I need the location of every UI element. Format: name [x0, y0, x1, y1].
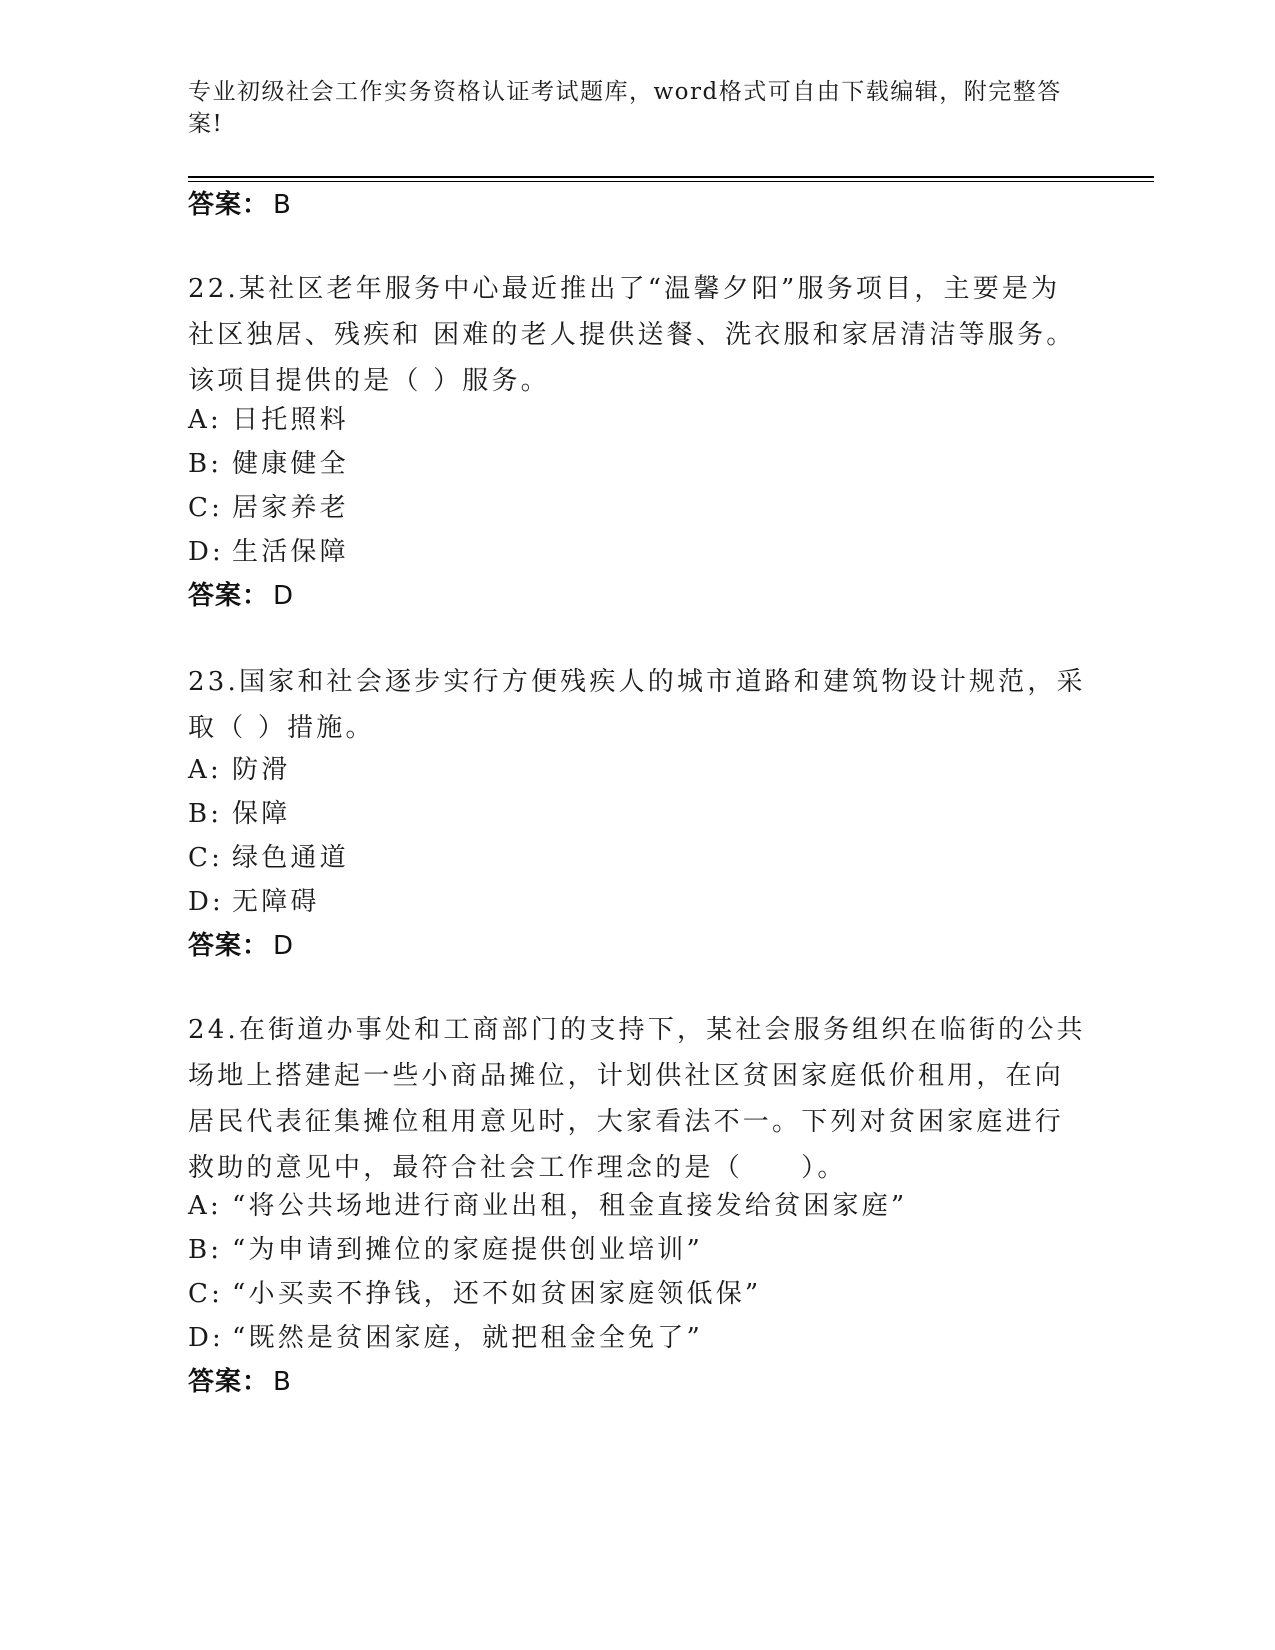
- question-22-option-d: [188, 529, 349, 575]
- answer-value: B: [273, 190, 292, 220]
- question-22-option-c: [188, 485, 349, 531]
- header-divider: [188, 176, 1154, 178]
- option-text: 生活保障: [232, 537, 349, 567]
- option-text: 居家养老: [232, 493, 349, 523]
- answer-value: D: [273, 931, 295, 961]
- option-key: B:: [188, 449, 223, 479]
- answer-label: 答案：: [188, 190, 270, 220]
- question-23-option-a: [188, 747, 290, 793]
- question-22-option-b: [188, 441, 349, 487]
- answer-line-24: [188, 1365, 292, 1399]
- option-text: “为申请到摊位的家庭提供创业培训”: [232, 1235, 703, 1265]
- question-22-option-a: [188, 397, 349, 443]
- option-key: A:: [188, 405, 222, 435]
- question-stem-23: 23.国家和社会逐步实行方便残疾人的城市道路和建筑物设计规范，采取（ ）措施。: [188, 667, 1086, 743]
- question-23-option-d: [188, 879, 320, 925]
- page-header: 专业初级社会工作实务资格认证考试题库，word格式可自由下载编辑，附完整答案!: [188, 79, 1062, 137]
- answer-line-previous: [188, 188, 292, 222]
- option-text: 无障碍: [232, 887, 320, 917]
- option-text: 保障: [232, 799, 291, 829]
- option-key: A:: [188, 1191, 222, 1221]
- answer-label: 答案：: [188, 931, 270, 961]
- question-24-option-a: [188, 1183, 907, 1229]
- option-key: B:: [188, 799, 223, 829]
- option-text: 绿色通道: [232, 843, 349, 873]
- option-text: “小买卖不挣钱，还不如贫困家庭领低保”: [232, 1279, 762, 1309]
- question-23-option-c: [188, 835, 349, 881]
- answer-value: D: [273, 581, 295, 611]
- option-text: “既然是贫困家庭，就把租金全免了”: [232, 1323, 703, 1353]
- question-23-option-b: [188, 791, 290, 837]
- option-key: A:: [188, 755, 222, 785]
- answer-label: 答案：: [188, 1367, 270, 1397]
- option-text: 防滑: [232, 755, 291, 785]
- question-stem-24: 24.在街道办事处和工商部门的支持下，某社会服务组织在临街的公共场地上搭建起一些小商品摊位，计划供社区贫困家庭低价租用，在向居民代表征集摊位租用意见时，大家看法不一。下列对贫困家庭进行救助的意见中，最符合社会工作理念的是（ ）。: [188, 1015, 1086, 1183]
- question-stem-22: 22.某社区老年服务中心最近推出了“温馨夕阳”服务项目，主要是为社区独居、残疾和 困难的老人提供送餐、洗衣服和家居清洁等服务。该项目提供的是（ ）服务。: [188, 274, 1076, 396]
- answer-line-22: [188, 579, 294, 613]
- option-key: C:: [188, 1279, 224, 1309]
- option-key: D:: [188, 1323, 225, 1353]
- option-key: D:: [188, 887, 225, 917]
- option-text: 健康健全: [232, 449, 349, 479]
- option-text: “将公共场地进行商业出租，租金直接发给贫困家庭”: [232, 1191, 908, 1221]
- question-24-option-d: [188, 1315, 703, 1361]
- header-divider-thin: [188, 181, 1154, 182]
- option-key: D:: [188, 537, 225, 567]
- answer-label: 答案：: [188, 581, 270, 611]
- answer-line-23: [188, 929, 294, 963]
- answer-value: B: [273, 1367, 292, 1397]
- question-24-option-b: [188, 1227, 703, 1273]
- option-text: 日托照料: [232, 405, 349, 435]
- option-key: B:: [188, 1235, 223, 1265]
- question-24-option-c: [188, 1271, 761, 1317]
- option-key: C:: [188, 493, 224, 523]
- option-key: C:: [188, 843, 224, 873]
